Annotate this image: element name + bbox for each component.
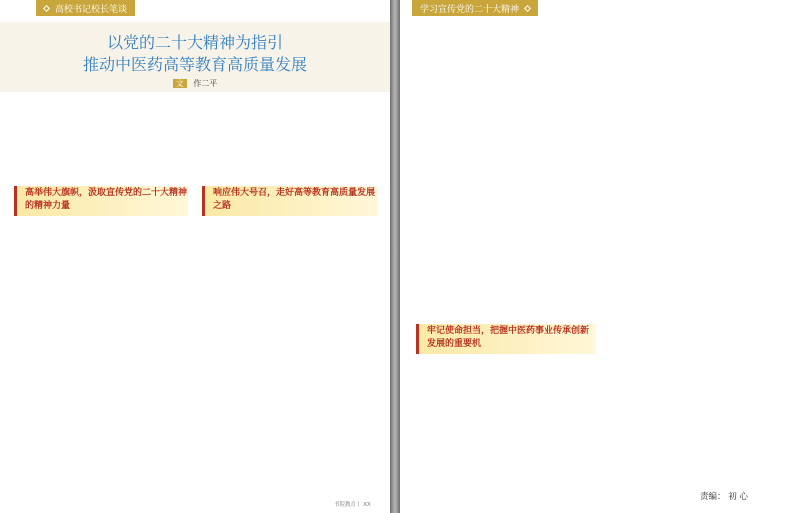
book-spine bbox=[390, 0, 400, 513]
diamond-icon bbox=[524, 4, 531, 11]
left-header-label: 高校书记校长笔谈 bbox=[55, 4, 128, 15]
section-heading-3: 牢记使命担当，把握中医药事业传承创新发展的重要机 bbox=[416, 324, 596, 354]
article-title-line1: 以党的二十大精神为指引 bbox=[106, 33, 283, 52]
page-footer-left: 书院教育丨 XX bbox=[334, 502, 371, 508]
article-title-line2: 推动中医药高等教育高质量发展 bbox=[82, 55, 307, 74]
left-header-tab bbox=[36, 0, 135, 16]
editor-sign bbox=[700, 490, 748, 502]
left-col2-intro bbox=[202, 100, 378, 168]
right-header-tab bbox=[412, 0, 538, 16]
right-col2-body bbox=[608, 22, 788, 486]
right-col1-bottom bbox=[416, 360, 596, 506]
editor-label: 责编： bbox=[700, 492, 726, 502]
diamond-icon bbox=[43, 4, 50, 11]
section-heading-2: 响应伟大号召，走好高等教育高质量发展之路 bbox=[202, 186, 378, 216]
section-heading-1: 高举伟大旗帜，汲取宣传党的二十大精神的精神力量 bbox=[14, 186, 188, 216]
editor-name: 初 心 bbox=[728, 492, 748, 502]
left-col2-body bbox=[202, 222, 378, 498]
left-col1-intro bbox=[14, 100, 188, 168]
right-page bbox=[400, 0, 800, 513]
left-page bbox=[0, 0, 390, 513]
byline bbox=[0, 78, 390, 89]
left-col1-body bbox=[14, 222, 188, 498]
right-header-label: 学习宣传党的二十大精神 bbox=[420, 4, 520, 15]
right-col1-top bbox=[416, 22, 596, 320]
byline-author: 作二平 bbox=[193, 79, 218, 88]
byline-tag: 文 bbox=[173, 79, 187, 88]
